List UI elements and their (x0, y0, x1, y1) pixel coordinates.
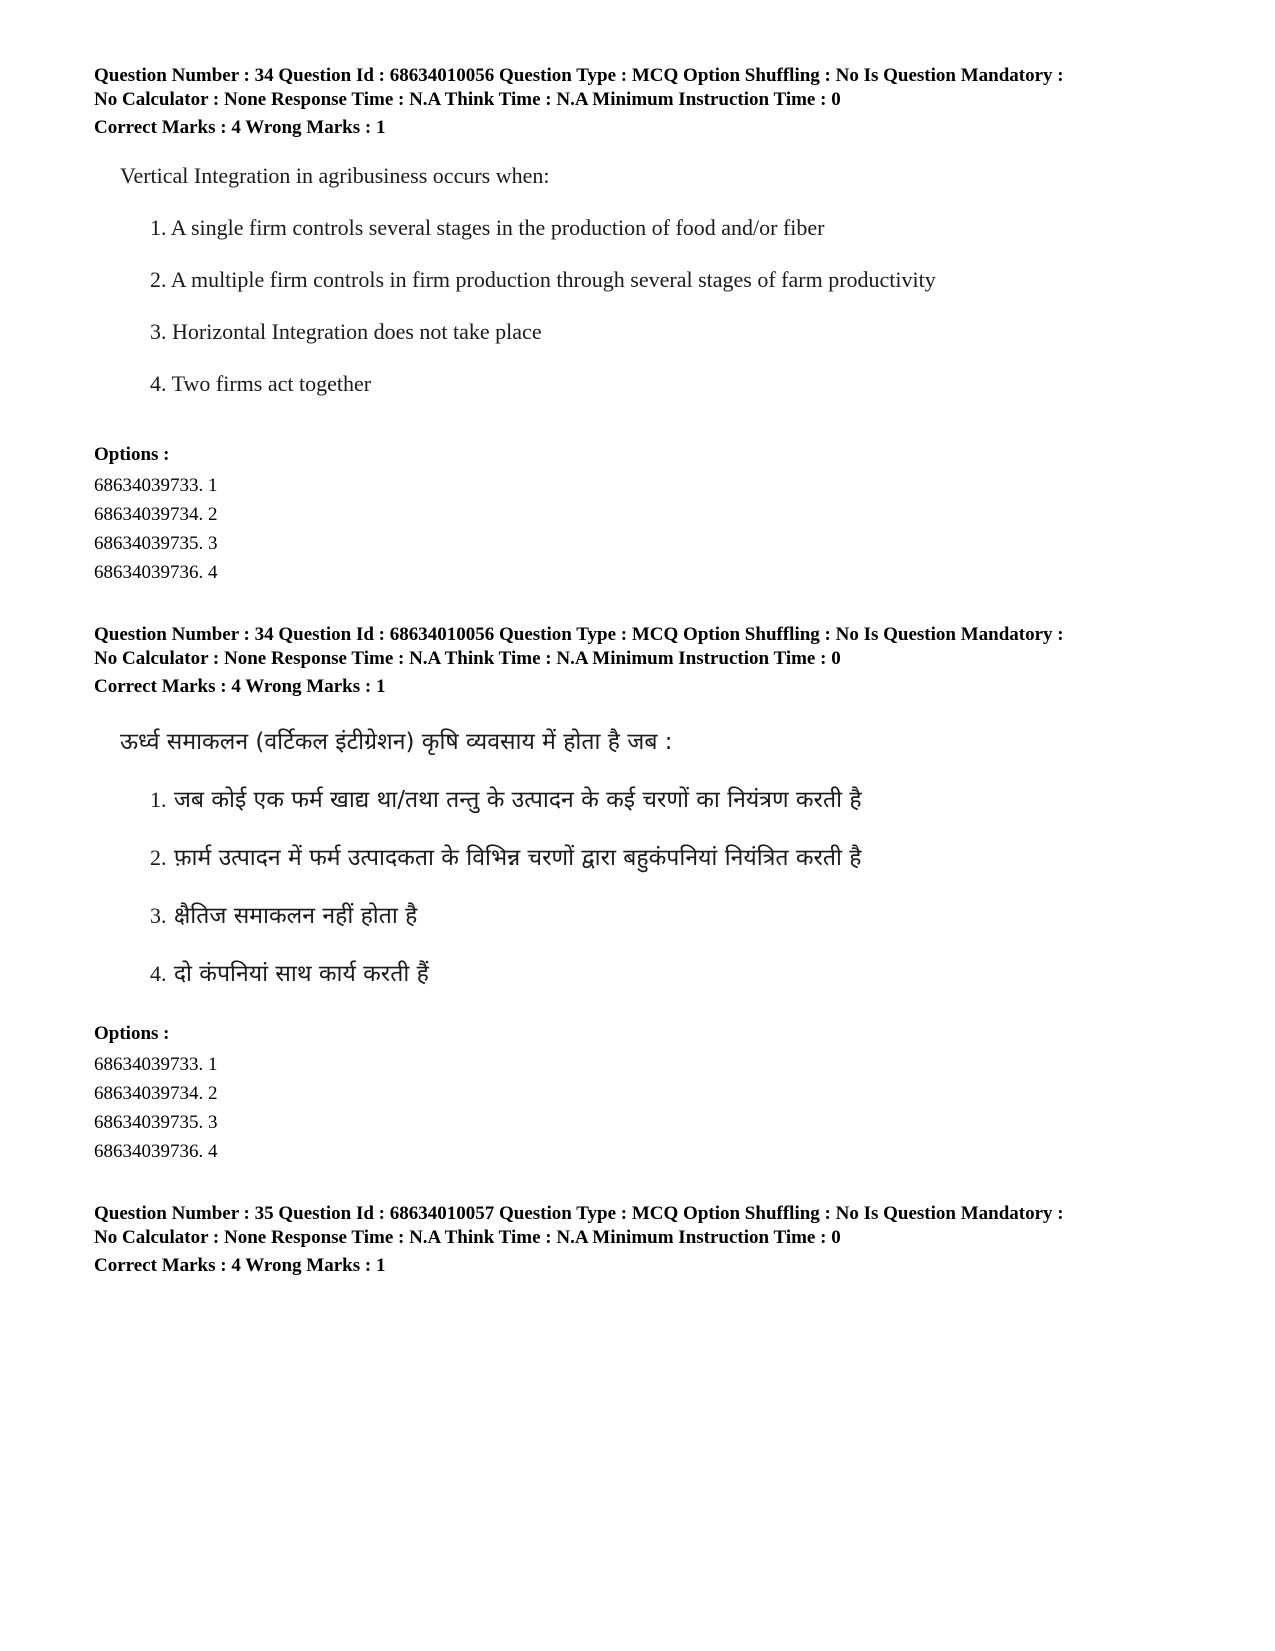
question-meta-line: Question Number : 34 Question Id : 68634010056 Question Type : MCQ Option Shuffling : No Is Question Mandatory : (94, 65, 1064, 86)
option-item: 68634039733. 1 (94, 475, 218, 496)
question-choice (150, 901, 417, 931)
question-marks: Correct Marks : 4 Wrong Marks : 1 (94, 1255, 386, 1276)
question-stem: Vertical Integration in agribusiness occurs when: (120, 163, 550, 188)
question-choice: 3. Horizontal Integration does not take place (150, 319, 542, 344)
question-meta-line: No Calculator : None Response Time : N.A Think Time : N.A Minimum Instruction Time : 0 (94, 1227, 841, 1248)
options-label: Options : (94, 1023, 170, 1044)
option-item: 68634039735. 3 (94, 533, 218, 554)
question-meta-line: No Calculator : None Response Time : N.A Think Time : N.A Minimum Instruction Time : 0 (94, 648, 841, 669)
option-item: 68634039736. 4 (94, 562, 218, 583)
choice-text: दो कंपनियां साथ कार्य करती हैं (173, 961, 429, 987)
choice-text: क्षैतिज समाकलन नहीं होता है (173, 903, 418, 929)
question-choice: 4. Two firms act together (150, 371, 372, 396)
option-item: 68634039736. 4 (94, 1141, 218, 1162)
option-item: 68634039735. 3 (94, 1112, 218, 1133)
option-item: 68634039733. 1 (94, 1054, 218, 1075)
options-list-1 (94, 443, 218, 587)
options-list-2 (94, 1022, 218, 1166)
choice-text: जब कोई एक फर्म खाद्य था/तथा तन्तु के उत्पादन के कई चरणों का नियंत्रण करती है (173, 787, 862, 813)
question-meta-line: Question Number : 35 Question Id : 68634010057 Question Type : MCQ Option Shuffling : No Is Question Mandatory : (94, 1203, 1064, 1224)
choice-number: 1. (150, 787, 167, 812)
question-body-english (94, 160, 1094, 410)
choice-number: 3. (150, 903, 167, 928)
question-choice (150, 785, 862, 815)
question-choice (150, 843, 862, 873)
question-stem: ऊर्ध्व समाकलन (वर्टिकल इंटीग्रेशन) कृषि व्यवसाय में होता है जब : (120, 729, 673, 755)
question-choice (150, 959, 429, 989)
question-meta-line: Question Number : 34 Question Id : 68634010056 Question Type : MCQ Option Shuffling : No Is Question Mandatory : (94, 624, 1064, 645)
question-marks: Correct Marks : 4 Wrong Marks : 1 (94, 676, 386, 697)
choice-text: फ़ार्म उत्पादन में फर्म उत्पादकता के विभिन्न चरणों द्वारा बहुकंपनियां नियंत्रित करती है (173, 845, 862, 871)
option-item: 68634039734. 2 (94, 504, 218, 525)
question-body-hindi (94, 727, 1094, 997)
question-header-3 (94, 1202, 1214, 1278)
options-label: Options : (94, 444, 170, 465)
question-meta-line: No Calculator : None Response Time : N.A Think Time : N.A Minimum Instruction Time : 0 (94, 89, 841, 110)
question-choice: 1. A single firm controls several stages in the production of food and/or fiber (150, 215, 825, 240)
option-item: 68634039734. 2 (94, 1083, 218, 1104)
question-marks: Correct Marks : 4 Wrong Marks : 1 (94, 117, 386, 138)
question-choice: 2. A multiple firm controls in firm production through several stages of farm productivity (150, 267, 936, 292)
question-header-1 (94, 64, 1214, 140)
choice-number: 2. (150, 845, 167, 870)
question-header-2 (94, 623, 1214, 699)
choice-number: 4. (150, 961, 167, 986)
